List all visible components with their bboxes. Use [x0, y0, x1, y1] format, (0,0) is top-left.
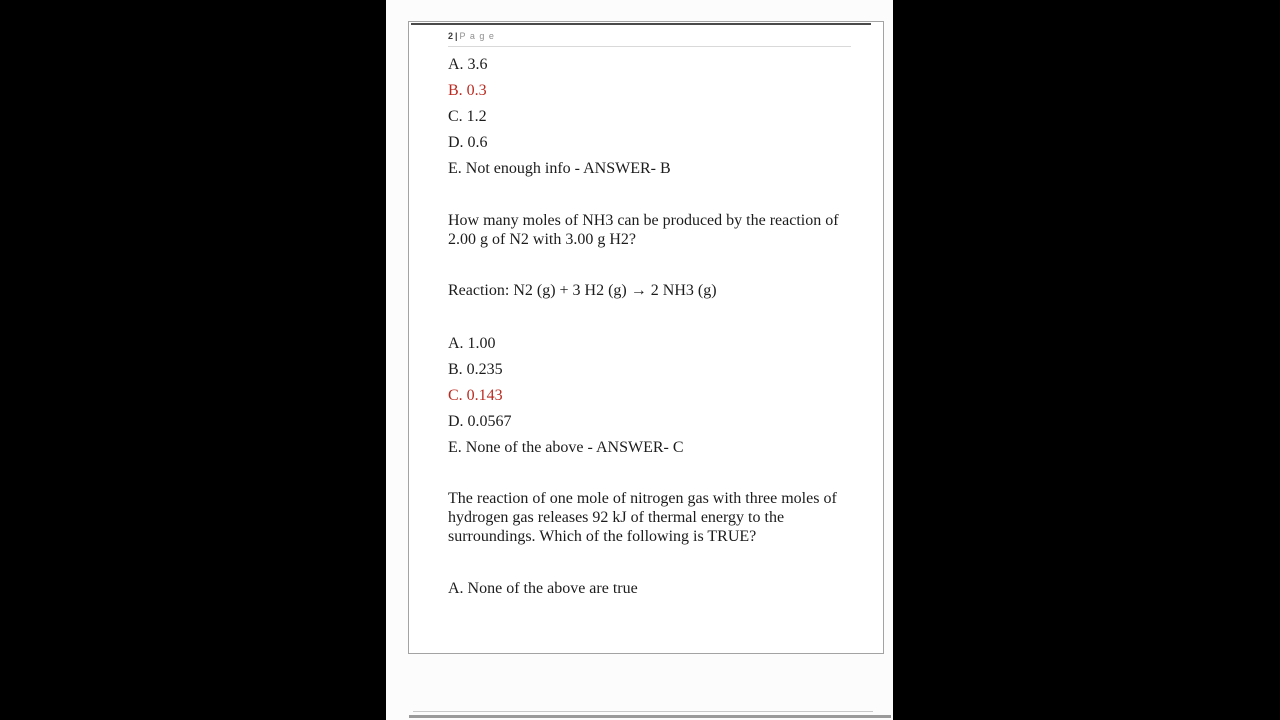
question-text-line: How many moles of NH3 can be produced by the reaction of — [448, 212, 839, 229]
answer-option: E. None of the above - ANSWER- C — [448, 439, 684, 456]
page-header-label: P a g e — [459, 31, 495, 41]
question-text-line: 2.00 g of N2 with 3.00 g H2? — [448, 231, 636, 248]
question-text-line: The reaction of one mole of nitrogen gas with three moles of — [448, 490, 837, 507]
page-header-divider: | — [455, 31, 458, 41]
answer-option-highlighted: C. 0.143 — [448, 387, 503, 404]
answer-option: A. None of the above are true — [448, 580, 638, 597]
answer-option: C. 1.2 — [448, 108, 487, 125]
document-page — [408, 21, 884, 654]
answer-option: A. 3.6 — [448, 56, 488, 73]
question-text-line: surroundings. Which of the following is TRUE? — [448, 528, 757, 545]
header-rule — [448, 46, 851, 47]
answer-option: A. 1.00 — [448, 335, 496, 352]
page-number: 2 — [448, 31, 454, 41]
next-page-top-edge — [413, 711, 873, 712]
answer-option: D. 0.6 — [448, 134, 488, 151]
answer-option: B. 0.235 — [448, 361, 503, 378]
document-viewport — [386, 0, 893, 720]
page-top-edge — [411, 23, 871, 25]
page-header — [448, 31, 495, 41]
next-page-border — [409, 715, 891, 718]
reaction-equation: Reaction: N2 (g) + 3 H2 (g) → 2 NH3 (g) — [448, 282, 717, 299]
answer-option: D. 0.0567 — [448, 413, 512, 430]
answer-option-highlighted: B. 0.3 — [448, 82, 487, 99]
question-text-line: hydrogen gas releases 92 kJ of thermal energy to the — [448, 509, 785, 526]
answer-option: E. Not enough info - ANSWER- B — [448, 160, 671, 177]
